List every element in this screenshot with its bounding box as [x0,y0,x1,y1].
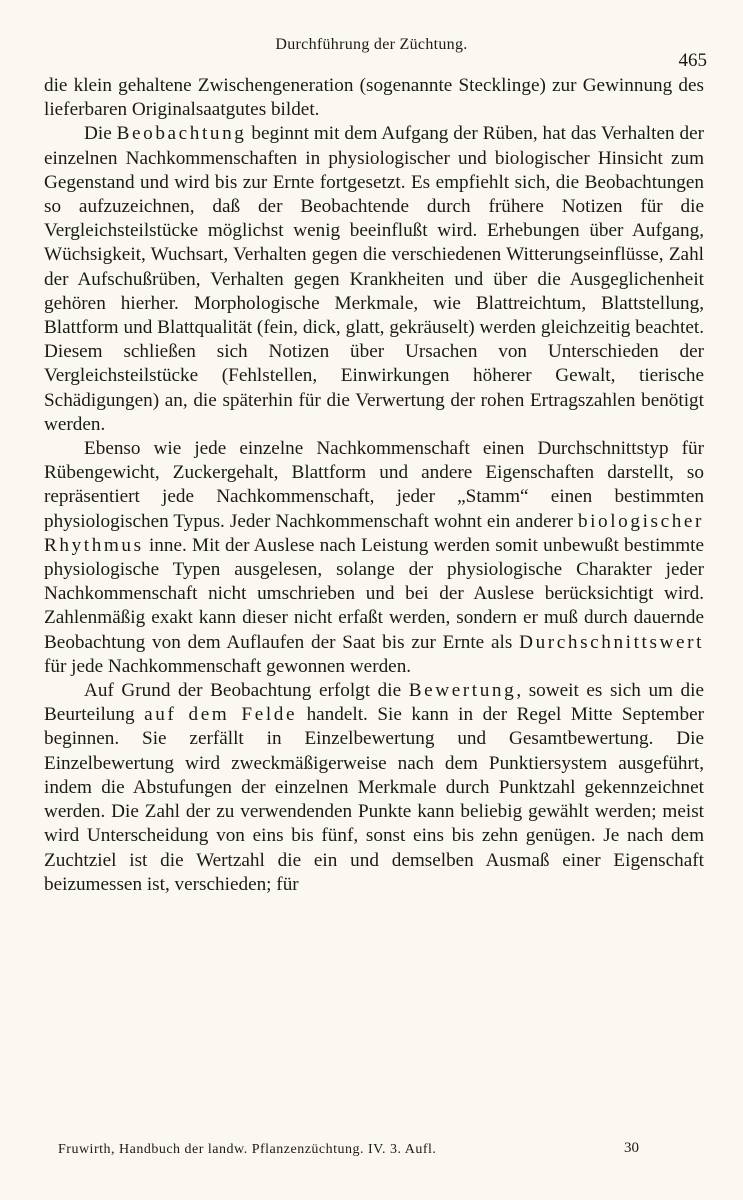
spaced-emphasis: Durchschnittswert [519,631,704,653]
spaced-emphasis: biologischer Rhythmus [44,510,704,556]
text-run: Die [84,123,117,145]
text-run: für jede Nachkommenschaft gewonnen werden. [44,655,412,677]
text-run: Auf Grund der Beobachtung erfolgt die [84,680,409,702]
text-run: Ebenso wie jede einzelne Nachkommenschaft einen Durchschnittstyp für Rübengewicht, Zuckergehalt, Blattform und andere Eigenschaften darstellt, so repräsentiert jede Nachkommenschaft, jeder „Stamm“ einen bestimmten physiologischen Typus. Jeder Nachkommenschaft wohnt ein anderer [44,438,704,532]
text-run: inne. Mit der Auslese nach Leistung werden somit unbewußt bestimmte physiologische Typen ausgelesen, solange der physiologische Charakter jeder Nachkommenschaft nicht umschrieben und bei der Auslese berücksichtigt wird. Zahlenmäßig exakt kann dieser nicht erfaßt werden, sondern er muß durch dauernde Beobachtung von dem Auflaufen der Saat bis zur Ernte als [44,534,704,653]
paragraph [44,437,704,679]
running-head: Durchführung der Züchtung. [275,36,468,53]
paragraph [44,679,704,897]
footer-citation: Fruwirth, Handbuch der landw. Pflanzenzüchtung. IV. 3. Aufl. [58,1142,437,1157]
text-run: , soweit es sich um die Beurteilung [44,680,704,726]
text-run: beginnt mit dem Aufgang der Rüben, hat das Verhalten der einzelnen Nachkommenschaften in physiologischer und biologischer Hinsicht zum Gegenstand und wird bis zur Ernte fortgesetzt. Es empfiehlt sich, die Beobachtungen so aufzuzeichnen, daß der Beobachtende durch frühere Notizen für die Vergleichsteilstücke möglichst wenig beeinflußt wird. Erhebungen über Aufgang, Wüchsigkeit, Wuchsart, Verhalten gegen die verschiedenen Witterungseinflüsse, Zahl der Aufschußrüben, Verhalten gegen Krankheiten und über die Ausgeglichenheit gehören hierher. Morphologische Merkmale, wie Blattreichtum, Blattstellung, Blattform und Blattqualität (fein, dick, glatt, gekräuselt) werden gleichzeitig beachtet. Diesem schließen sich Notizen über Ursachen von Unterschieden der Vergleichsteilstücke (Fehlstellen, Einwirkungen höherer Gewalt, tierische Schädigungen) an, die späterhin für die Verwertung der rohen Ertragszahlen benötigt werden. [44,123,704,435]
page-number: 465 [678,50,707,71]
text-run: die klein gehaltene Zwischengeneration (sogenannte Stecklinge) zur Gewinnung des lieferbaren Originalsaatgutes bildet. [44,75,704,121]
text-run: handelt. Sie kann in der Regel Mitte September beginnen. Sie zerfällt in Einzelbewertung und Gesamtbewertung. Die Einzelbewertung wird zweckmäßigerweise nach dem Punktiersystem ausgeführt, indem die Abstufungen der einzelnen Merkmale durch Punktzahl gekennzeichnet werden. Die Zahl der zu verwendenden Punkte kann beliebig gewählt werden; meist wird Unterscheidung von eins bis fünf, sonst eins bis zehn genügen. Je nach dem Zuchtziel ist die Wertzahl die ein und demselben Ausmaß einer Eigenschaft beizumessen ist, verschieden; für [44,704,704,895]
body-text [44,74,704,897]
spaced-emphasis: auf dem Felde [144,704,298,726]
paragraph [44,122,704,437]
printer-signature: 30 [624,1140,639,1156]
spaced-emphasis: Bewertung [408,680,517,702]
paragraph [44,74,704,122]
spaced-emphasis: Beobachtung [116,123,247,145]
